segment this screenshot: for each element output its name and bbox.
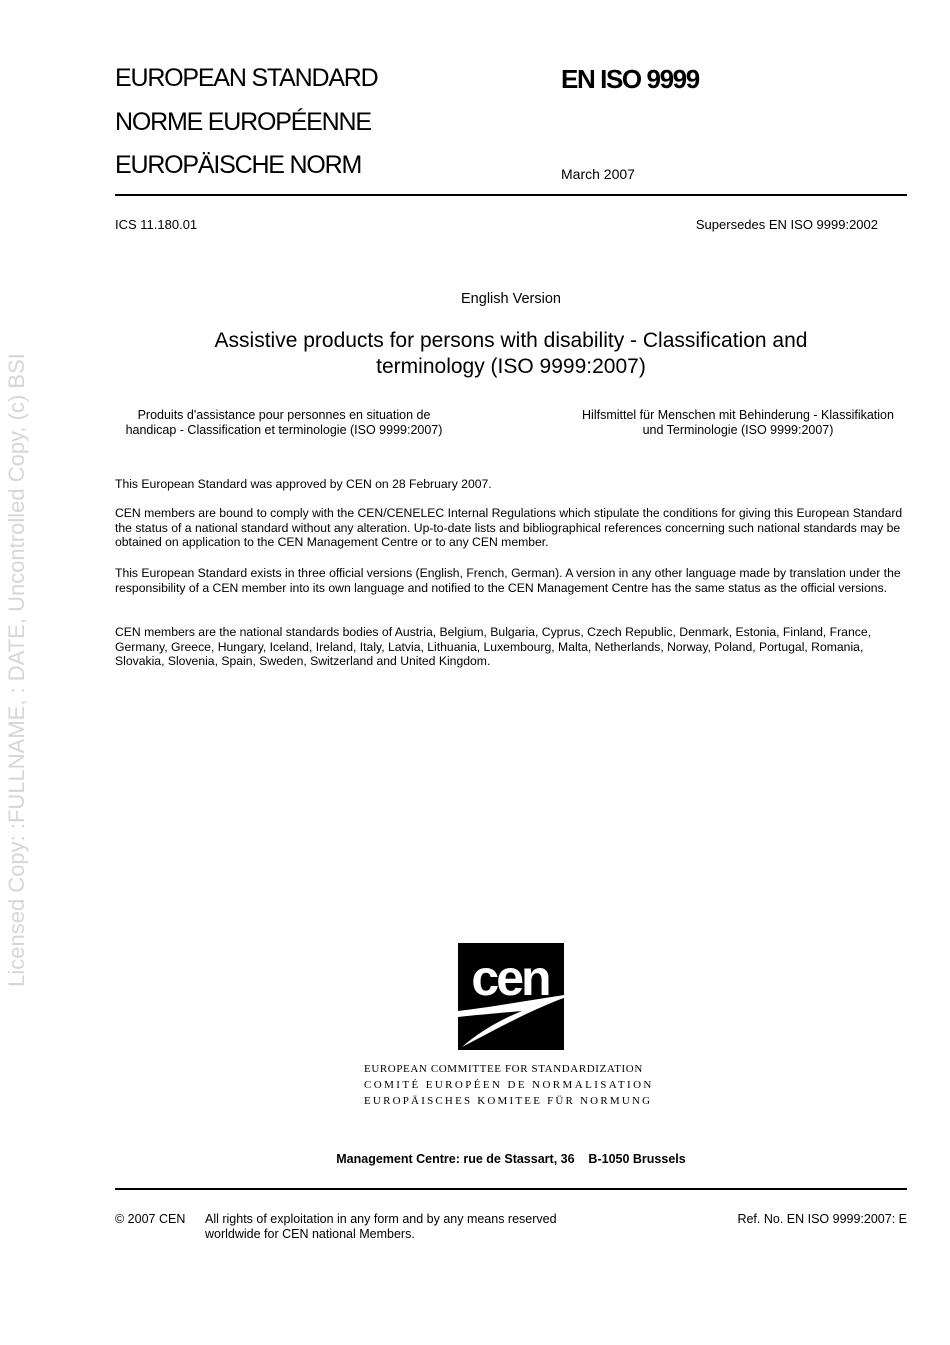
official-versions-paragraph: This European Standard exists in three official versions (English, French, German). A version in any other language made by translation under the responsibility of a CEN member into its own language and notified to the CEN Management Centre has the same status as the official versions. (115, 566, 901, 595)
rights-statement-line-1: All rights of exploitation in any form and by any means reserved (205, 1212, 557, 1226)
document-title (160, 328, 862, 380)
copyright-notice: © 2007 CEN (115, 1212, 186, 1226)
ics-code: ICS 11.180.01 (115, 217, 198, 232)
title-norme-europeenne: NORME EUROPÉENNE (115, 108, 371, 136)
approval-paragraph: This European Standard was approved by CEN on 28 February 2007. (115, 477, 492, 491)
german-title-line-1: Hilfsmittel für Menschen mit Behinderung - Klassifikation (582, 408, 894, 422)
document-title-line-2: terminology (ISO 9999:2007) (376, 355, 646, 378)
standard-number: EN ISO 9999 (561, 64, 699, 94)
french-title-line-2: handicap - Classification et terminologie (ISO 9999:2007) (125, 423, 443, 437)
supersedes-note: Supersedes EN ISO 9999:2002 (695, 217, 878, 232)
cen-logo-icon (458, 943, 578, 1050)
document-title-line-1: Assistive products for persons with disability - Classification and (214, 329, 808, 352)
cen-logo-text: cen (471, 950, 549, 1006)
rights-statement (205, 1212, 605, 1242)
rights-statement-line-2: worldwide for CEN national Members. (205, 1227, 415, 1241)
members-paragraph: CEN members are the national standards bodies of Austria, Belgium, Bulgaria, Cyprus, Czech Republic, Denmark, Estonia, Finland, France, Germany, Greece, Hungary, Iceland, Ireland, Italy, Latvia, Lithuania, Luxembourg, Malta, Netherlands, Norway, Poland, Portugal, Romania, Slovakia, Slovenia, Spain, Sweden, Switzerland and United Kingdom. (115, 625, 871, 669)
committee-name-english: EUROPEAN COMMITTEE FOR STANDARDIZATION (364, 1063, 643, 1075)
title-european-standard: EUROPEAN STANDARD (115, 64, 378, 92)
committee-name-french: COMITÉ EUROPÉEN DE NORMALISATION (364, 1079, 654, 1091)
reference-number: Ref. No. EN ISO 9999:2007: E (737, 1212, 907, 1226)
french-title (113, 408, 455, 438)
committee-name-german: EUROPÄISCHES KOMITEE FÜR NORMUNG (364, 1095, 653, 1107)
header-divider (115, 194, 907, 196)
footer-divider (115, 1188, 907, 1190)
publication-date: March 2007 (561, 166, 635, 182)
german-title (567, 408, 909, 438)
compliance-paragraph: CEN members are bound to comply with the CEN/CENELEC Internal Regulations which stipulate the conditions for giving this European Standard the status of a national standard without any alteration. Up-to-date lists and bibliographical references concerning such national standards may be obtained on application to the CEN Management Centre or to any CEN member. (115, 506, 903, 550)
title-europaische-norm: EUROPÄISCHE NORM (115, 151, 362, 179)
watermark-text: Licensed Copy: :FULLNAME, : DATE, Uncontrolled Copy, (c) BSI (4, 353, 29, 987)
french-title-line-1: Produits d'assistance pour personnes en situation de (137, 408, 431, 422)
german-title-line-2: und Terminologie (ISO 9999:2007) (642, 423, 834, 437)
language-version: English Version (461, 291, 561, 307)
management-centre-address: Management Centre: rue de Stassart, 36 B-1050 Brussels (336, 1152, 686, 1166)
